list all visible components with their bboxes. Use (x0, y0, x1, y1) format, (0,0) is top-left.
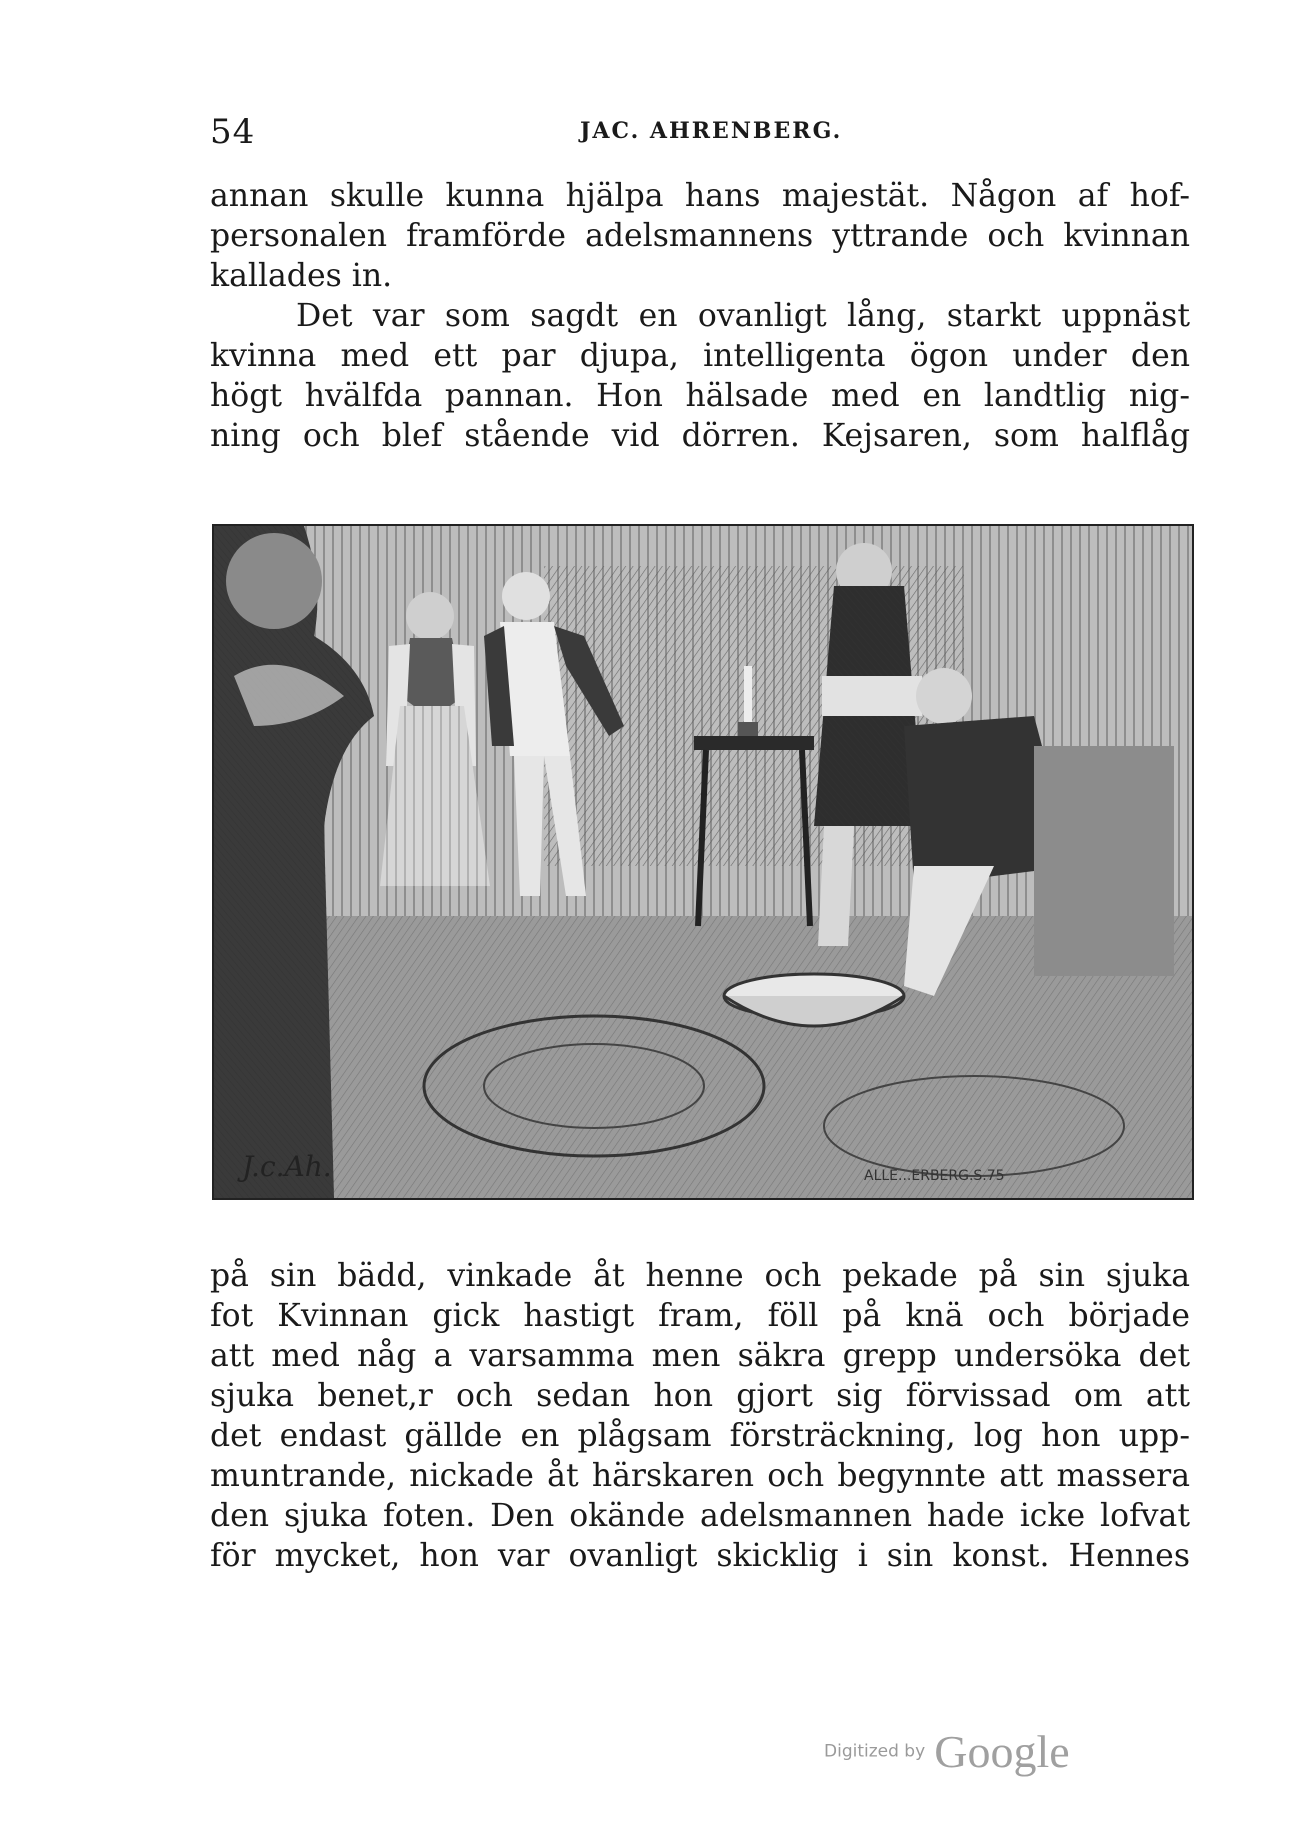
page-number: 54 (210, 112, 256, 152)
watermark-brand-logo: Google (934, 1726, 1070, 1777)
text-line: den sjuka foten. Den okände adelsmannen hade icke lofvat (210, 1498, 1190, 1534)
illustrator-signature: J.c.Ah. (242, 1150, 332, 1183)
engraver-signature: ALLE...ERBERG.S.75 (864, 1168, 1005, 1184)
text-line: på sin bädd, vinkade åt henne och pekade på sin sjuka (210, 1258, 1190, 1294)
text-line: fot Kvinnan gick hastigt fram, föll på knä och började (210, 1298, 1190, 1334)
engraving-illustration (212, 524, 1194, 1200)
body-text-top (210, 176, 1190, 456)
text-line: ning och blef stående vid dörren. Kejsaren, som halflåg (210, 418, 1190, 454)
watermark-prefix: Digitized by (824, 1741, 926, 1762)
text-line: för mycket, hon var ovanligt skicklig i sin konst. Hennes (210, 1538, 1190, 1574)
text-line: personalen framförde adelsmannens yttrande och kvinnan (210, 218, 1190, 254)
body-text-bottom (210, 1256, 1190, 1576)
engraving-drawing (214, 526, 1192, 1198)
running-head: JAC. AHRENBERG. (580, 118, 843, 144)
text-line: det endast gällde en plågsam försträckning, log hon upp- (210, 1418, 1190, 1454)
text-line: Det var som sagdt en ovanligt lång, starkt uppnäst (296, 298, 1190, 334)
text-line: kallades in. (210, 258, 393, 294)
text-line: sjuka benet,r och sedan hon gjort sig förvissad om att (210, 1378, 1190, 1414)
text-line: annan skulle kunna hjälpa hans majestät. Någon af hof- (210, 178, 1190, 214)
text-line: kvinna med ett par djupa, intelligenta ögon under den (210, 338, 1190, 374)
text-line: högt hvälfda pannan. Hon hälsade med en landtlig nig- (210, 378, 1190, 414)
text-line: att med någ a varsamma men säkra grepp undersöka det (210, 1338, 1190, 1374)
digitization-watermark (824, 1725, 1070, 1778)
page-header (210, 112, 1190, 152)
text-line: muntrande, nickade åt härskaren och begynnte att massera (210, 1458, 1190, 1494)
